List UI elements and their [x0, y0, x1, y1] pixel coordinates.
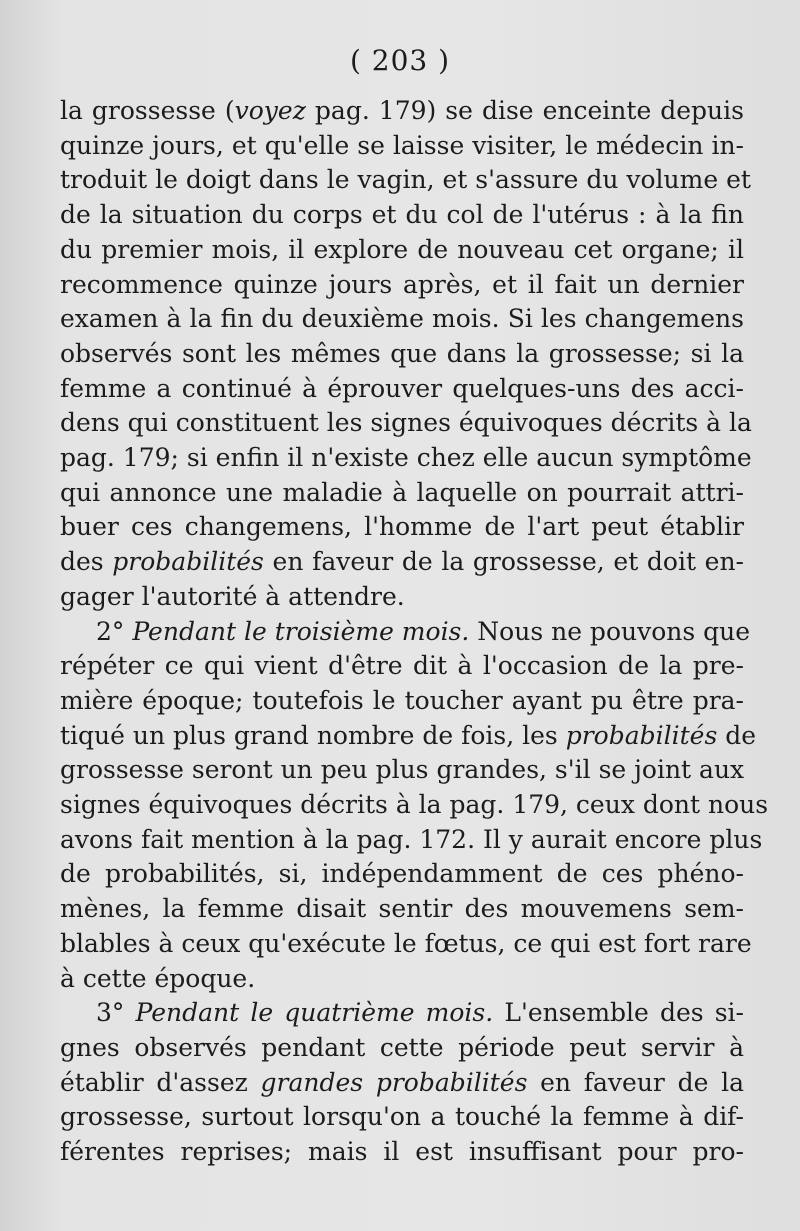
text-line: buer ces changemens, l'homme de l'art peut établir	[60, 512, 744, 542]
page-number: ( 203 )	[349, 44, 451, 77]
text-line: établir d'assez grandes probabilités en faveur de la	[60, 1067, 745, 1097]
text-line: pag. 179; si enfin il n'existe chez elle aucun symptôme	[60, 443, 752, 473]
text-line: grossesse, surtout lorsqu'on a touché la femme à dif-	[60, 1102, 744, 1132]
text-line: quinze jours, et qu'elle se laisse visiter, le médecin in-	[60, 130, 744, 160]
text-line: observés sont les mêmes que dans la grossesse; si la	[60, 338, 744, 368]
section-heading-line: 3° Pendant le quatrième mois. L'ensemble des si-	[96, 998, 745, 1028]
page-body	[60, 94, 769, 1170]
text-line: de probabilités, si, indépendamment de ces phéno-	[60, 859, 744, 889]
text-line: gager l'autorité à attendre.	[60, 581, 405, 611]
text-line: examen à la fin du deuxième mois. Si les changemens	[60, 304, 744, 334]
text-line: recommence quinze jours après, et il fait un dernier	[60, 269, 744, 299]
text-line: férentes reprises; mais il est insuffisant pour pro-	[60, 1137, 744, 1167]
text-line: troduit le doigt dans le vagin, et s'assure du volume et	[60, 165, 751, 195]
text-line: mière époque; toutefois le toucher ayant pu être pra-	[60, 685, 744, 715]
text-line: de la situation du corps et du col de l'utérus : à la fin	[60, 200, 744, 230]
text-line: qui annonce une maladie à laquelle on pourrait attri-	[60, 477, 744, 507]
text-line: à cette époque.	[60, 963, 256, 993]
text-line: mènes, la femme disait sentir des mouvemens sem-	[60, 894, 744, 924]
text-line: du premier mois, il explore de nouveau cet organe; il	[60, 234, 744, 264]
text-line: la grossesse (voyez pag. 179) se dise enceinte depuis	[60, 96, 744, 125]
text-line: avons fait mention à la pag. 172. Il y aurait encore plus	[60, 824, 763, 854]
text-line: tiqué un plus grand nombre de fois, les probabilités de	[60, 720, 757, 750]
text-line: des probabilités en faveur de la grossesse, et doit en-	[60, 547, 744, 577]
text-line: blables à ceux qu'exécute le fœtus, ce qui est fort rare	[60, 928, 752, 958]
text-line: grossesse seront un peu plus grandes, s'il se joint aux	[60, 755, 745, 785]
section-heading-line: 2° Pendant le troisième mois. Nous ne pouvons que	[96, 616, 751, 646]
text-line: répéter ce qui vient d'être dit à l'occasion de la pre-	[60, 651, 744, 681]
text-line: gnes observés pendant cette période peut servir à	[60, 1032, 744, 1062]
text-line: signes équivoques décrits à la pag. 179, ceux dont nous	[60, 790, 769, 820]
text-line: femme a continué à éprouver quelques-uns des acci-	[60, 373, 744, 403]
text-line: dens qui constituent les signes équivoques décrits à la	[60, 408, 752, 438]
